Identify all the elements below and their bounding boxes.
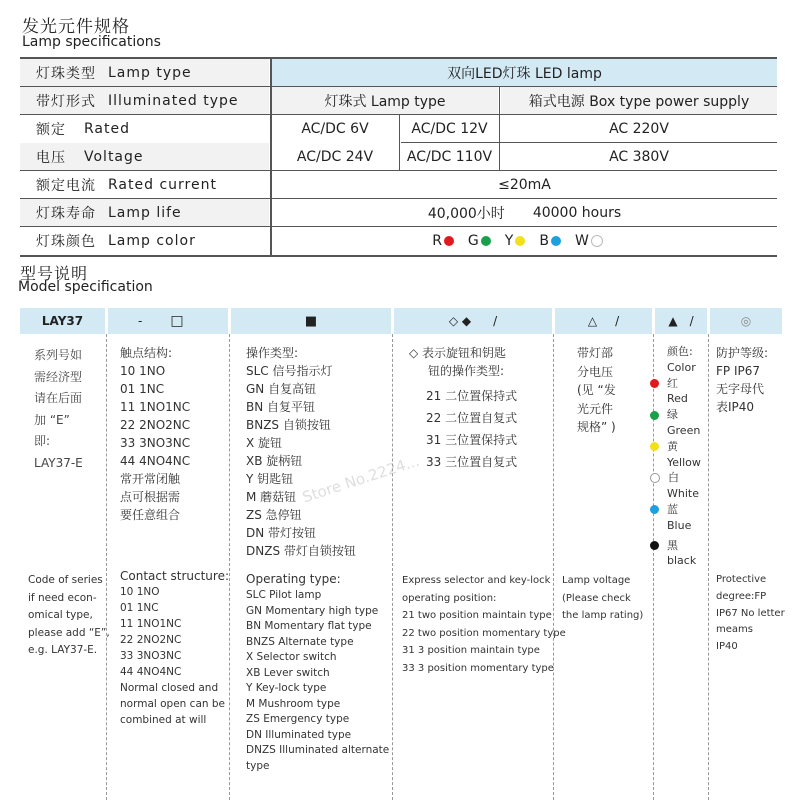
color-cn: 蓝 [667, 502, 678, 516]
text-line: SLC Pilot lamp [246, 589, 322, 601]
text-line: 系列号如 [34, 348, 83, 362]
yellow-dot-icon [650, 442, 659, 451]
text-line: 21 二位置保持式 [426, 389, 518, 403]
col3-cn [246, 344, 356, 560]
color-cn: 白 [668, 471, 679, 485]
text-line: 44 4NO4NC [120, 666, 182, 678]
text-line: meams [716, 624, 753, 636]
row-color [20, 227, 777, 254]
text-line: ZS 急停钮 [246, 508, 302, 522]
model-head-col7 [710, 308, 782, 334]
text-line: IP40 [716, 641, 738, 653]
text-line: ZS Emergency type [246, 713, 350, 725]
life-value-cn: 40,000小时 [427, 205, 505, 222]
text-line: M 蘑菇钮 [246, 490, 297, 504]
text-line: omical type, [28, 609, 93, 621]
col7-en [716, 572, 785, 656]
color-en: Yellow [667, 455, 701, 469]
color-letter-r: R [432, 232, 442, 249]
label-en: Lamp type [108, 64, 192, 81]
text-line: 需经济型 [34, 369, 83, 384]
text-line: 无字母代 [716, 382, 765, 396]
color-dot-blue [551, 236, 561, 246]
color-en: Green [667, 423, 701, 437]
model-title-cn: 型号说明 [20, 264, 89, 283]
model-head-col2 [108, 308, 228, 334]
col1-en [28, 572, 110, 660]
life-value-en: 40000 hours [532, 204, 622, 221]
head-diamonds: ◇ ◆ [448, 314, 472, 328]
color-dot-red [444, 236, 454, 246]
head-slash: / [689, 314, 694, 328]
label-cn: 带灯形式 [36, 93, 96, 110]
text-line: 22 2NO2NC [120, 418, 191, 432]
text-line: Y Key-lock type [246, 682, 327, 694]
red-dot-icon [650, 379, 659, 388]
lamp-type-value: 双向LED灯珠 LED lamp [272, 59, 777, 86]
model-head-lay37: LAY37 [20, 308, 105, 334]
text-line: DNZS Illuminated alternate [246, 744, 390, 756]
head-square-outline: □ [170, 313, 184, 329]
color-letter-b: B [539, 232, 549, 249]
text-line: ◇ 表示旋钮和钥匙 [409, 346, 507, 360]
label-en: Lamp life [108, 204, 182, 221]
text-line: 33 3NO3NC [120, 436, 191, 450]
text-line: 防护等级: [716, 346, 769, 360]
text-line: 颜色: [667, 345, 693, 358]
label-cn: 灯珠颜色 [36, 233, 96, 250]
label-cn: 灯珠寿命 [36, 205, 96, 222]
row-illuminated-type [20, 87, 777, 114]
text-line: if need econ- [28, 591, 97, 604]
label-en: Illuminated type [108, 92, 239, 109]
text-line: 33 三位置自复式 [426, 455, 518, 469]
color-cn: 黄 [667, 439, 678, 453]
text-line: Normal closed and [120, 682, 219, 694]
green-dot-icon [650, 411, 659, 420]
row-life [20, 199, 777, 226]
text-line: Contact structure: [120, 569, 230, 583]
label-en: Voltage [84, 148, 144, 165]
text-line: 光元件 [577, 401, 614, 416]
voltage-380v: AC 380V [609, 148, 669, 165]
text-line: 钮的操作类型: [428, 364, 505, 378]
col4-cn [410, 344, 517, 471]
text-line: BNZS 自锁按钮 [246, 418, 331, 432]
color-letter-g: G [467, 232, 479, 249]
text-line: 常开常闭触 [120, 472, 181, 486]
text-line: combined at will [120, 714, 207, 726]
text-line: 01 1NC [120, 602, 159, 614]
color-en: black [667, 554, 697, 568]
text-line: please add “E”, [28, 626, 110, 639]
col7-cn [716, 344, 768, 416]
color-dot-green [481, 236, 491, 246]
model-head-col4 [394, 308, 552, 334]
text-line: 要任意组合 [120, 508, 181, 522]
voltage-12v: AC/DC 12V [411, 120, 488, 137]
text-line: 22 2NO2NC [120, 634, 182, 646]
text-line: 33 3 position momentary type [402, 662, 554, 674]
text-line: 操作类型: [246, 346, 299, 360]
text-line: DNZS 带灯自锁按钮 [246, 544, 356, 558]
text-line: 22 two position momentary type [402, 627, 566, 639]
text-line: XB Lever switch [246, 666, 330, 679]
voltage-24v: AC/DC 24V [296, 148, 374, 165]
col6-colors [650, 344, 701, 569]
color-cn: 绿 [667, 408, 678, 422]
text-line: BNZS Alternate type [246, 635, 354, 648]
head-circle: ◎ [740, 314, 752, 328]
text-line: DN 带灯按钮 [246, 526, 317, 540]
text-line: 带灯部 [577, 346, 614, 360]
color-en: White [667, 487, 699, 501]
label-cn: 灯珠类型 [36, 65, 96, 82]
text-line: Y 钥匙钮 [246, 472, 294, 486]
text-line: IP67 No letter [716, 607, 785, 619]
text-line: GN Momentary high type [246, 604, 379, 617]
label-cn: 额定电流 [36, 177, 96, 194]
label-en: Rated current [108, 176, 217, 193]
color-en: Blue [667, 518, 692, 532]
text-line: BN 自复平钮 [246, 400, 316, 414]
color-en: Red [667, 392, 688, 406]
color-letter-w: W [574, 232, 589, 249]
text-line: the lamp rating) [562, 610, 644, 621]
text-line: Lamp voltage [562, 575, 631, 586]
head-dash: - [138, 314, 143, 328]
store-watermark: Store No.2224... [300, 451, 422, 507]
text-line: Operating type: [246, 572, 341, 586]
model-title-en: Model specification [18, 279, 153, 295]
text-line: LAY37-E [34, 455, 83, 470]
text-line: FP IP67 [716, 364, 760, 378]
section-title-cn: 发光元件规格 [22, 17, 130, 37]
head-triangle-filled: ▲ [668, 314, 678, 328]
text-line: type [246, 759, 270, 772]
text-line: M Mushroom type [246, 697, 341, 710]
text-line: 44 4NO4NC [120, 454, 191, 468]
white-dot-icon [650, 473, 660, 483]
text-line: 21 two position maintain type [402, 610, 552, 621]
text-line: SLC 信号指示灯 [246, 364, 333, 378]
text-line: 加 “E” [34, 412, 70, 427]
text-line: X 旋钮 [246, 436, 283, 450]
color-list [272, 227, 777, 254]
text-line: 10 1NO [120, 586, 160, 598]
text-line: 请在后面 [34, 391, 83, 405]
text-line: 点可根据需 [120, 490, 181, 504]
text-line: BN Momentary flat type [246, 620, 372, 632]
model-head-col6 [655, 308, 707, 334]
text-line: 01 1NC [120, 382, 165, 396]
head-slash: / [493, 314, 498, 328]
text-line: 33 3NO3NC [120, 650, 182, 662]
text-line: Code of series [28, 574, 103, 586]
col5-cn [577, 344, 616, 437]
text-line: 分电压 [577, 364, 614, 379]
text-line: Express selector and key-lock [402, 575, 551, 586]
color-cn: 红 [667, 376, 678, 390]
col3-en [246, 570, 389, 774]
voltage-6v: AC/DC 6V [301, 120, 369, 137]
text-line: Color [667, 360, 696, 374]
label-en: Rated [84, 120, 130, 137]
col5-en [562, 572, 643, 625]
head-square-filled: ■ [304, 313, 318, 329]
text-line: (见 “发 [577, 383, 616, 397]
color-letter-y: Y [504, 232, 514, 249]
black-dot-icon [650, 541, 659, 550]
current-value: ≤20mA [498, 176, 551, 193]
head-slash: / [615, 314, 620, 328]
col1-cn [34, 345, 83, 474]
text-line: 规格” ) [577, 420, 616, 434]
model-head-col5 [555, 308, 652, 334]
text-line: degree:FP [716, 590, 767, 602]
section-title-en: Lamp specifications [22, 34, 161, 50]
row-current [20, 171, 777, 198]
text-line: 11 1NO1NC [120, 400, 191, 414]
model-head-col3 [231, 308, 391, 334]
color-dot-yellow [515, 236, 525, 246]
text-line: 31 三位置保持式 [426, 433, 518, 447]
label-cn: 额定 [36, 121, 66, 138]
text-line: X Selector switch [246, 651, 337, 663]
text-line: 22 二位置自复式 [426, 411, 518, 425]
label-en: Lamp color [108, 232, 196, 249]
text-line: operating position: [402, 592, 497, 604]
blue-dot-icon [650, 505, 659, 514]
text-line: Protective [716, 574, 767, 585]
text-line: normal open can be [120, 698, 225, 710]
text-line: DN Illuminated type [246, 728, 352, 741]
lamp-type-option: 灯珠式 Lamp type [272, 87, 498, 114]
text-line: 触点结构: [120, 346, 173, 360]
text-line: XB 旋柄钮 [246, 454, 303, 468]
voltage-220v: AC 220V [609, 120, 669, 137]
text-line: e.g. LAY37-E. [28, 644, 98, 656]
text-line: 即: [34, 434, 51, 448]
text-line: 11 1NO1NC [120, 618, 182, 630]
col4-en [402, 572, 566, 677]
text-line: 表IP40 [716, 400, 755, 414]
voltage-110v: AC/DC 110V [406, 148, 493, 165]
box-type-option: 箱式电源 Box type power supply [501, 87, 777, 114]
text-line: GN 自复高钮 [246, 382, 317, 396]
head-triangle-outline: △ [587, 314, 598, 328]
text-line: 31 3 position maintain type [402, 645, 540, 656]
text-line: (Please check [562, 592, 631, 604]
label-cn: 电压 [36, 149, 66, 166]
color-cn: 黑 [667, 538, 678, 552]
text-line: 10 1NO [120, 364, 166, 378]
color-dot-white [591, 235, 603, 247]
col2-en [120, 568, 229, 728]
col2-cn [120, 344, 190, 524]
row-lamp-type [20, 59, 777, 86]
